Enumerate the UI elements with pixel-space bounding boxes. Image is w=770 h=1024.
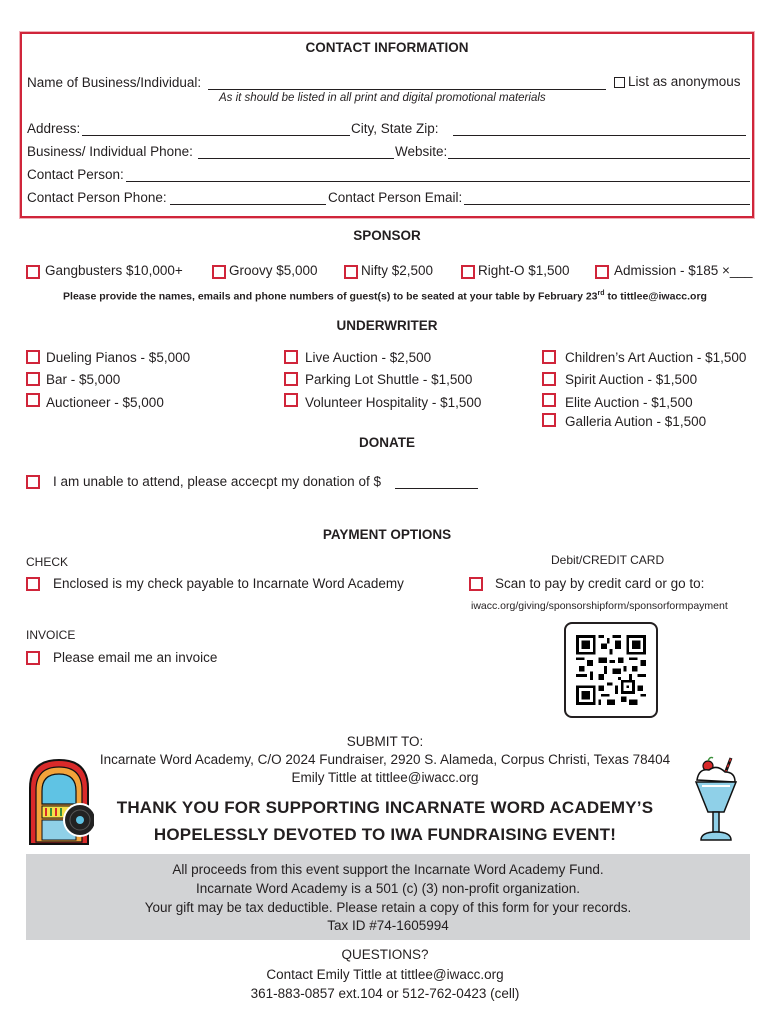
anonymous-checkbox[interactable]: [614, 77, 625, 88]
underwriter-option-live-auction: Live Auction - $2,500: [305, 350, 432, 365]
payment-qr-code[interactable]: [564, 622, 658, 718]
underwriter-checkbox-pianos[interactable]: [26, 350, 40, 364]
invoice-heading: INVOICE: [26, 628, 76, 642]
submit-contact: Emily Tittle at tittlee@iwacc.org: [291, 770, 479, 785]
donate-heading: DONATE: [359, 435, 415, 450]
underwriter-checkbox-galleria-auction[interactable]: [542, 413, 556, 427]
sponsor-checkbox-admission[interactable]: [595, 265, 609, 279]
donate-label: I am unable to attend, please accecpt my donation of $: [53, 474, 381, 489]
underwriter-option-hospitality: Volunteer Hospitality - $1,500: [305, 395, 482, 410]
underwriter-checkbox-shuttle[interactable]: [284, 372, 298, 386]
underwriter-option-bar: Bar - $5,000: [46, 372, 121, 387]
underwriter-checkbox-hospitality[interactable]: [284, 393, 298, 407]
underwriter-option-shuttle: Parking Lot Shuttle - $1,500: [305, 372, 473, 387]
underwriter-heading: UNDERWRITER: [336, 318, 438, 333]
qr-code-icon: [576, 635, 646, 705]
underwriter-checkbox-bar[interactable]: [26, 372, 40, 386]
underwriter-option-galleria-auction: Galleria Aution - $1,500: [565, 414, 707, 429]
underwriter-option-elite-auction: Elite Auction - $1,500: [565, 395, 693, 410]
address-label: Address:: [27, 121, 81, 136]
check-checkbox[interactable]: [26, 577, 40, 591]
contact-phone-field[interactable]: [170, 204, 326, 205]
name-field[interactable]: [208, 89, 606, 90]
card-heading: Debit/CREDIT CARD: [551, 553, 665, 567]
website-field[interactable]: [448, 158, 750, 159]
invoice-label: Please email me an invoice: [53, 650, 218, 665]
questions-contact: Contact Emily Tittle at tittlee@iwacc.org: [266, 967, 504, 982]
submit-heading: SUBMIT TO:: [346, 734, 424, 749]
sponsor-option-groovy: Groovy $5,000: [229, 263, 318, 278]
proceeds-line-1: All proceeds from this event support the Incarnate Word Academy Fund.: [172, 862, 604, 877]
submit-address: Incarnate Word Academy, C/O 2024 Fundraiser, 2920 S. Alameda, Corpus Christi, Texas 78404: [99, 752, 671, 767]
underwriter-option-auctioneer: Auctioneer - $5,000: [46, 395, 164, 410]
card-checkbox[interactable]: [469, 577, 483, 591]
proceeds-line-2: Incarnate Word Academy is a 501 (c) (3) non-profit organization.: [196, 881, 580, 896]
phone-label: Business/ Individual Phone:: [27, 144, 193, 159]
anonymous-label: List as anonymous: [628, 74, 741, 89]
thanks-line-2: HOPELESSLY DEVOTED TO IWA FUNDRAISING EVENT!: [153, 825, 617, 844]
proceeds-line-4: Tax ID #74-1605994: [327, 918, 449, 933]
proceeds-panel: [26, 854, 750, 940]
donate-amount-field[interactable]: [395, 488, 478, 489]
city-field[interactable]: [453, 135, 746, 136]
underwriter-checkbox-art-auction[interactable]: [542, 350, 556, 364]
proceeds-line-3: Your gift may be tax deductible. Please retain a copy of this form for your records.: [144, 900, 632, 915]
name-note: As it should be listed in all print and digital promotional materials: [219, 92, 546, 104]
name-label: Name of Business/Individual:: [27, 75, 202, 90]
contact-person-label: Contact Person:: [27, 167, 124, 182]
underwriter-checkbox-auctioneer[interactable]: [26, 393, 40, 407]
check-label: Enclosed is my check payable to Incarnate Word Academy: [53, 576, 404, 591]
underwriter-checkbox-live-auction[interactable]: [284, 350, 298, 364]
underwriter-checkbox-elite-auction[interactable]: [542, 393, 556, 407]
sponsor-checkbox-gangbusters[interactable]: [26, 265, 40, 279]
sponsor-heading: SPONSOR: [353, 228, 421, 243]
sponsor-checkbox-right-o[interactable]: [461, 265, 475, 279]
contact-email-label: Contact Person Email:: [328, 190, 463, 205]
sponsor-option-gangbusters: Gangbusters $10,000+: [45, 263, 183, 278]
check-heading: CHECK: [26, 555, 69, 569]
contact-heading: CONTACT INFORMATION: [305, 40, 469, 55]
phone-field[interactable]: [198, 158, 394, 159]
underwriter-option-pianos: Dueling Pianos - $5,000: [46, 350, 191, 365]
sponsor-option-right-o: Right-O $1,500: [478, 263, 570, 278]
sponsor-checkbox-groovy[interactable]: [212, 265, 226, 279]
donate-checkbox[interactable]: [26, 475, 40, 489]
website-label: Website:: [395, 144, 448, 159]
contact-person-field[interactable]: [126, 181, 750, 182]
contact-phone-label: Contact Person Phone:: [27, 190, 167, 205]
card-url[interactable]: iwacc.org/giving/sponsorshipform/sponsorformpayment: [471, 600, 728, 612]
invoice-checkbox[interactable]: [26, 651, 40, 665]
city-label: City, State Zip:: [351, 121, 439, 136]
sponsor-checkbox-nifty[interactable]: [344, 265, 358, 279]
sponsor-option-admission: Admission - $185 ×___: [614, 263, 753, 278]
address-field[interactable]: [82, 135, 350, 136]
sponsor-note: Please provide the names, emails and phone numbers of guest(s) to be seated at your table by February 23rd to tittlee@iwacc.org: [63, 290, 707, 303]
underwriter-option-art-auction: Children’s Art Auction - $1,500: [565, 350, 747, 365]
sponsor-option-nifty: Nifty $2,500: [361, 263, 434, 278]
underwriter-option-spirit-auction: Spirit Auction - $1,500: [565, 372, 698, 387]
questions-heading: QUESTIONS?: [341, 947, 429, 962]
thanks-line-1: THANK YOU FOR SUPPORTING INCARNATE WORD ACADEMY’S: [116, 798, 654, 817]
questions-phone: 361-883-0857 ext.104 or 512-762-0423 (cell): [250, 986, 520, 1001]
underwriter-checkbox-spirit-auction[interactable]: [542, 372, 556, 386]
payment-heading: PAYMENT OPTIONS: [322, 527, 452, 542]
card-label: Scan to pay by credit card or go to:: [495, 576, 705, 591]
contact-email-field[interactable]: [464, 204, 750, 205]
